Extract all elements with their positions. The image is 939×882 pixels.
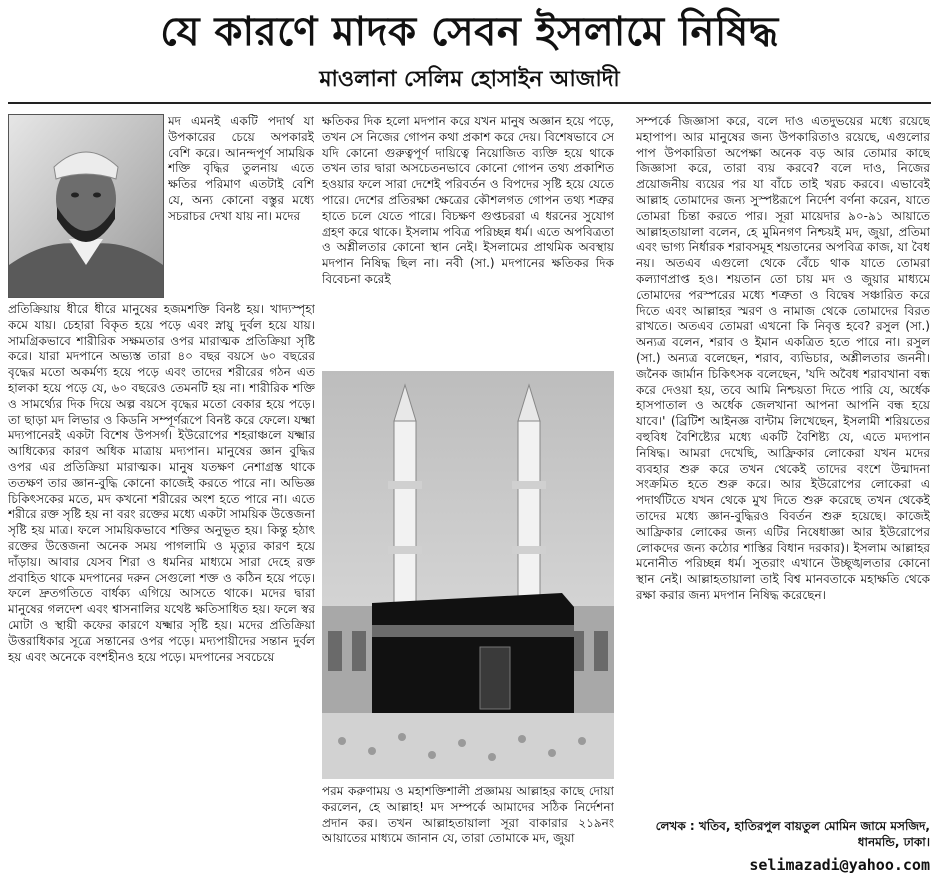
author-email[interactable]: selimazadi@yahoo.com bbox=[749, 856, 930, 874]
kaaba-photo bbox=[322, 371, 614, 779]
byline: মাওলানা সেলিম হোসাইন আজাদী bbox=[319, 67, 620, 92]
header-rule bbox=[8, 102, 931, 104]
column-1-wrap-text: মদ এমনই একটি পদার্থ যা উপকারের চেয়ে অপকারই বেশি করে। আনন্দপূর্ণ সাময়িক শক্তি বৃদ্ধির তুলনায় এতে ক্ষতির পরিমাণ এতটাই বেশি যে, অন্য কোনো বস্তুর মধ্যে সচরাচর দেখা যায় না। মদের bbox=[168, 114, 314, 223]
headline: যে কারণে মাদক সেবন ইসলামে নিষিদ্ধ bbox=[160, 9, 779, 55]
column-1: প্রতিক্রিয়ায় ধীরে ধীরে মানুষের হজমশক্তি বিনষ্ট হয়। খাদ্যস্পৃহা কমে যায়। চেহারা বিকৃত হয়ে পড়ে এবং স্নায়ু দুর্বল হয়ে যায়। সামগ্রিকভাবে শারীরিক সক্ষমতার ওপর মারাত্মক প্রতিক্রিয়া সৃষ্টি করে। যারা মদপানে অভ্যস্ত তারা ৪০ বছর বয়সে ৬০ বছরের বৃদ্ধের মতো অকর্মণ্য হয়ে পড়ে এবং তাদের শরীরের গঠন এত হালকা হয়ে পড়ে যে, ৬০ বছরেও তেমনটি হয় না। শারীরিক শক্তি ও সামর্থ্যের দিক দিয়ে অল্প বয়সে বৃদ্ধের মতো বেকার হয়ে পড়ে। তা ছাড়া মদ লিভার ও কিডনি সম্পূর্ণরূপে বিনষ্ট করে ফেলে। যক্ষ্মা মদ্যপানেরই একটা বিশেষ উপসর্গ। ইউরোপের শহরাঞ্চলে যক্ষ্মার আধিক্যের কারণ অধিক মাত্রায় মদ্যপান। মানুষের জ্ঞান বুদ্ধির ওপর এর প্রতিক্রিয়া মারাত্মক। মানুষ যতক্ষণ নেশাগ্রস্ত থাকে ততক্ষণ তার জ্ঞান-বুদ্ধি কোনো কাজেই করতে পারে না। অভিজ্ঞ চিকিৎসকের মতে, মদ কখনো শরীরের অংশ হতে পারে না। এতে শরীরে রক্ত সৃষ্টি হয় না বরং রক্তের মধ্যে একটা সাময়িক উত্তেজনা সৃষ্টি হয় মাত্র। ফলে সাময়িকভাবে শক্তির অনুভূত হয়। কিন্তু হঠাৎ রক্তের উত্তেজনা অনেক সময় পাগলামি ও মৃত্যুর কারণ হয়ে দাঁড়ায়। আবার যেসব শিরা ও ধমনির মাধ্যমে সারা দেহে রক্ত প্রবাহিত থাকে মদপানের দরুন সেগুলো শক্ত ও কঠিন হয়ে পড়ে। ফলে দ্রুতগতিতে বার্ধক্য এগিয়ে আসতে থাকে। মদের দ্বারা মানুষের গলদেশ এবং শ্বাসনালির যথেষ্ট ক্ষতিসাধিত হয়। ফলে স্বর মোটা ও স্থায়ী কফের কারণে যক্ষ্মার সৃষ্টি হয়। মদের প্রতিক্রিয়া উত্তরাধিকার সূত্রে সন্তানের ওপর পড়ে। মদ্যপায়ীদের সন্তান দুর্বল হয় এবং অনেকে বংশহীনও হয়ে পড়ে। মদপানের সবচেয়ে bbox=[8, 302, 315, 664]
column-2-bottom: পরম করুণাময় ও মহাশক্তিশালী প্রজ্ঞাময় আল্লাহর কাছে দোয়া করলেন, হে আল্লাহ! মদ সম্পর্কে আমাদের সঠিক নির্দেশনা প্রদান কর। তখন আল্লাহতায়ালা সূরা বাকারার ২১৯নং আয়াতের মাধ্যমে জানান যে, তারা তোমাকে মদ, জুয়া bbox=[322, 784, 614, 846]
author-photo bbox=[8, 114, 164, 298]
author-note: লেখক : খতিব, হাতিরপুল বায়তুল মোমিন জামে মসজিদ, ধানমন্ডি, ঢাকা। bbox=[655, 819, 930, 849]
column-2-top: ক্ষতিকর দিক হলো মদপান করে যখন মানুষ অজ্ঞান হয়ে পড়ে, তখন সে নিজের গোপন কথা প্রকাশ করে দেয়। বিশেষভাবে সে যদি কোনো গুরুত্বপূর্ণ দায়িত্বে নিয়োজিত ব্যক্তি হয়ে থাকে তখন তার দ্বারা অসচেতনভাবে কোনো গোপন তথ্য প্রকাশিত হওয়ার ফলে সারা দেশেই পরিবর্তন ও বিপদের সৃষ্টি হয়ে যেতে পারে। দেশের প্রতিরক্ষা ক্ষেত্রের কৌশলগত গোপন তথ্য শত্রুর হাতে চলে যেতে পারে। বিচক্ষণ গুপ্তচররা এ ধরনের সুযোগ গ্রহণ করে থাকে। ইসলাম পবিত্র পরিচ্ছন্ন ধর্ম। এতে অপবিত্রতা ও অশ্লীলতার কোনো স্থান নেই। ইসলামের প্রাথমিক অবস্থায় মদপান নিষিদ্ধ ছিল না। নবী (সা.) মদপানের ক্ষতিকর দিক বিবেচনা করেই bbox=[322, 114, 614, 286]
column-3: সম্পর্কে জিজ্ঞাসা করে, বলে দাও এতদুভয়ের মধ্যে রয়েছে মহাপাপ। আর মানুষের জন্য উপকারিতাও রয়েছে, এগুলোর পাপ উপকারিতা অপেক্ষা অনেক বড় আর তোমার কাছে জিজ্ঞাসা করে, তারা ব্যয় করবে? বলে দাও, নিজের প্রয়োজনীয় ব্যয়ের পর যা বাঁচে তাই খরচ করবে। এভাবেই আল্লাহ তোমাদের জন্য সুস্পষ্টরূপে নির্দেশ বর্ণনা করেন, যাতে তোমরা চিন্তা করতে পার। সূরা মায়েদার ৯০-৯১ আয়াতে আল্লাহতায়ালা বলেন, হে মুমিনগণ নিশ্চয়ই মদ, জুয়া, প্রতিমা এবং ভাগ্য নির্ধারক শরাবসমূহ শয়তানের অপবিত্র কাজ, যা বৈধ নয়। অতএব এগুলো থেকে বেঁচে থাক যাতে তোমরা কল্যাণপ্রাপ্ত হও। শয়তান তো চায় মদ ও জুয়ার মাধ্যমে তোমাদের পরস্পরের মধ্যে শত্রুতা ও বিদ্বেষ সঞ্চারিত করে দিতে এবং আল্লাহর স্মরণ ও নামাজ থেকে তোমাদের বিরত রাখতে। অতএব তোমরা এখনো কি নিবৃত্ত হবে? রসুল (সা.) অন্যত্র বলেন, শরাব ও ইমান একত্রিত হতে পারে না। রসুল (সা.) অন্যত্র বলেছেন, শরাব, ব্যভিচার, অশ্লীলতার জননী। জনৈক জার্মান চিকিৎসক বলেছেন, 'যদি অবৈধ শরাবখানা বন্ধ করে দেওয়া হয়, তবে আমি নিশ্চয়তা দিতে পারি যে, অর্ধেক হাসপাতাল ও অর্ধেক জেলখানা আপনা আপনি বন্ধ হয়ে যাবে।' (ব্রিটিশ আইনজ্ঞ বান্টাম লিখেছেন, ইসলামী শরিয়তের বহুবিধ বৈশিষ্ট্যের মধ্যে একটি বৈশিষ্ট্য যে, এতে মদ্যপান নিষিদ্ধ। আমরা দেখেছি, আফ্রিকার লোকেরা যখন মদের ব্যবহার শুরু করে তখন থেকেই তাদের বংশে উন্মাদনা সংক্রমিত হতে শুরু করে। আর ইউরোপের লোকেরা এ পদার্থটিতে যখন থেকে মুখ দিতে শুরু করেছে তখন থেকেই তাদের মধ্যে জ্ঞান-বুদ্ধিরও বিবর্তন শুরু হয়েছে। কাজেই আফ্রিকার লোকের জন্য এটির নিষেধাজ্ঞা আর ইউরোপের লোকদের জন্য কঠোর শাস্তির বিধান দরকার)। ইসলাম আল্লাহর মনোনীত পরিচ্ছন্ন ধর্ম। সুতরাং এখানে উচ্ছৃঙ্খলতার কোনো স্থান নেই। আল্লাহতায়ালা তাই বিশ্ব মানবতাকে মহাক্ষতি থেকে রক্ষা করার জন্য মদপান নিষিদ্ধ করেছেন। bbox=[636, 114, 930, 602]
